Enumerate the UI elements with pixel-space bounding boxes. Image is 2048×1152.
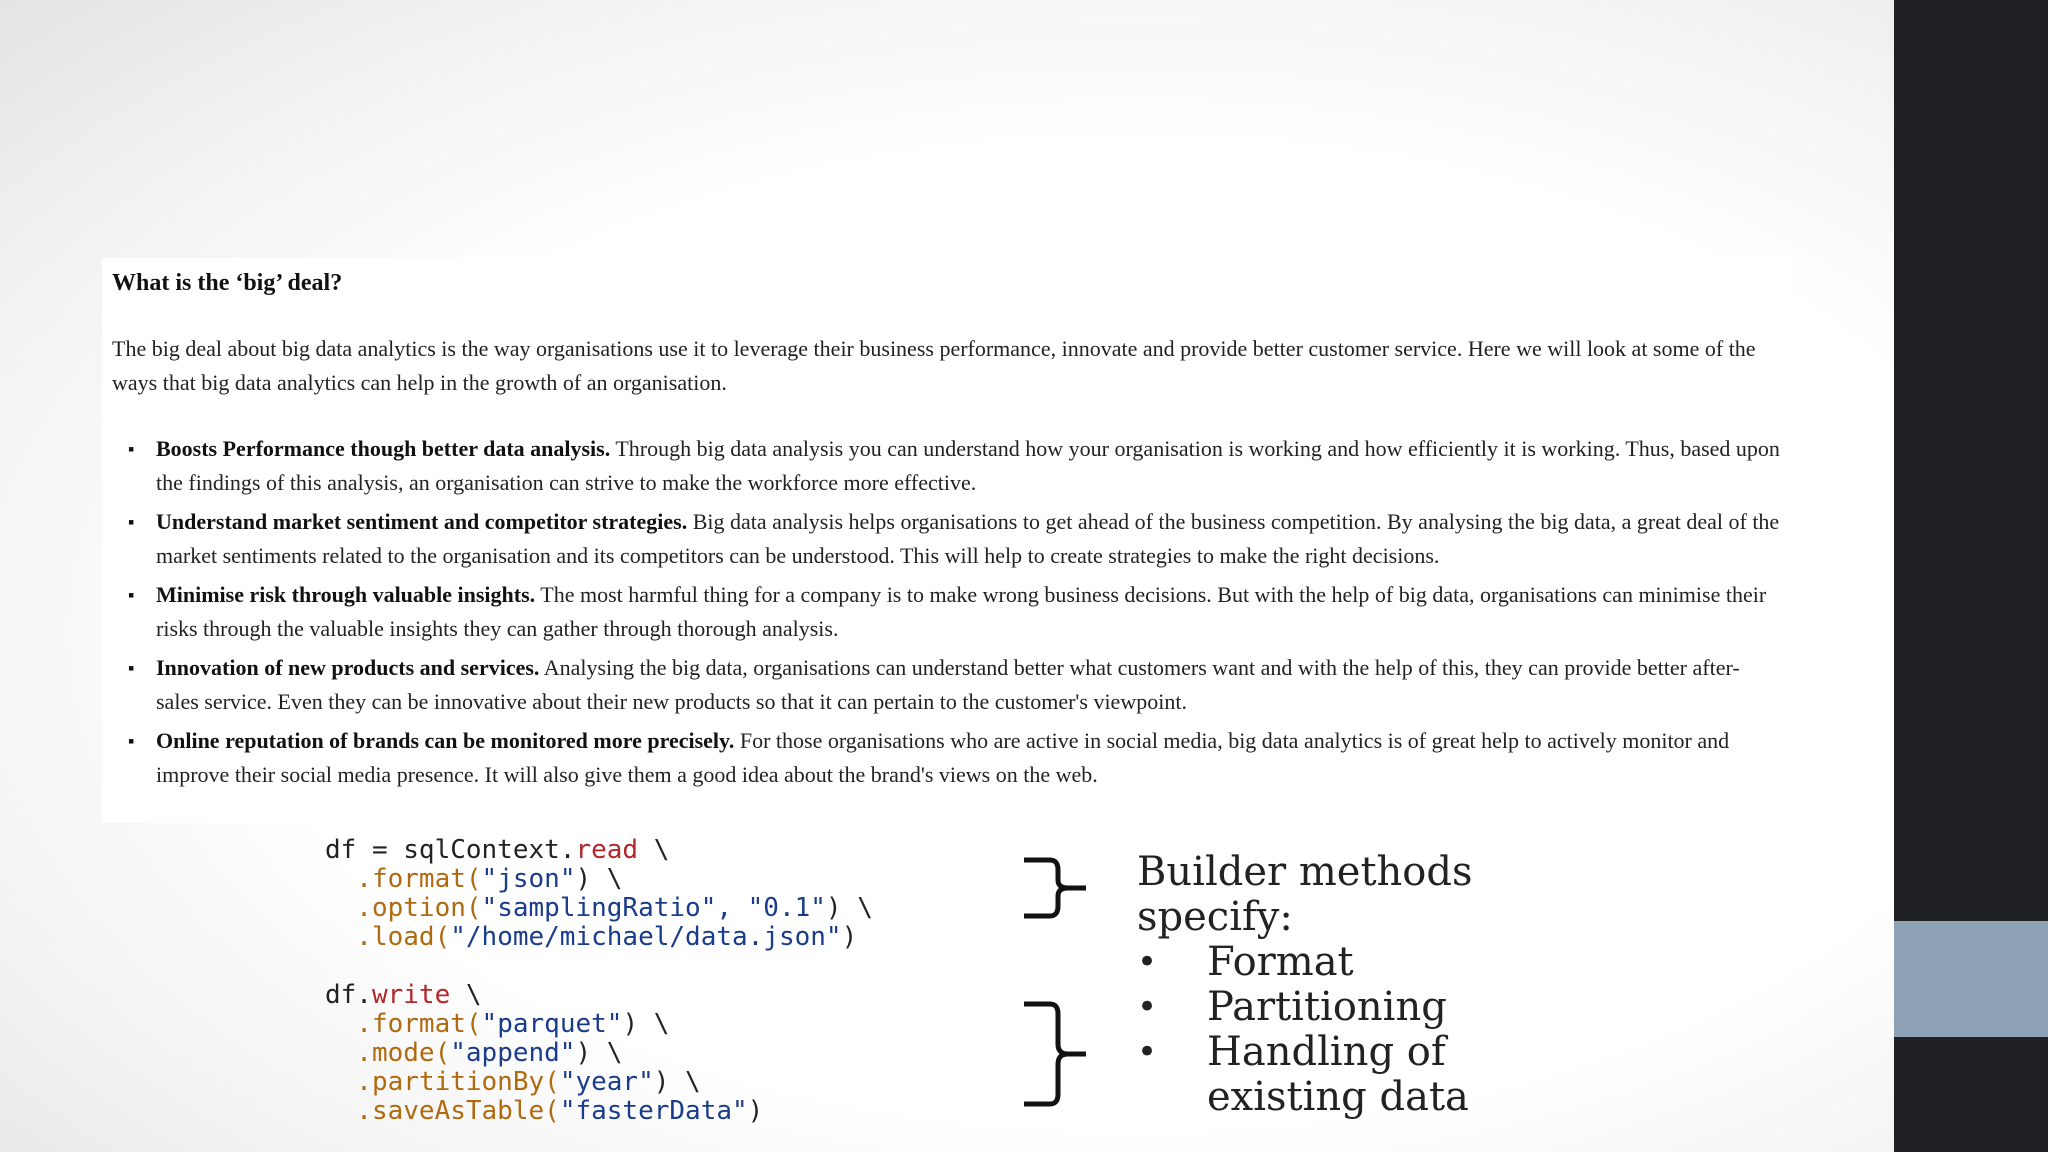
bullet-text: Big data analysis helps organisations to get ahead of the business competition. By analysing the big data, a great deal of the market sentiments related to the organisation and its competitors can be understood. This will help to create strategies to make the right decisions. — [156, 509, 1780, 568]
list-item: • Format — [1137, 939, 1354, 985]
bullet-lead: Minimise risk through valuable insights. — [156, 582, 536, 607]
bullet-lead: Online reputation of brands can be monitored more precisely. — [156, 728, 735, 753]
bullet-lead: Innovation of new products and services. — [156, 655, 540, 680]
builder-title-line: specify: — [1137, 894, 1293, 940]
bullet-lead: Boosts Performance though better data analysis. — [156, 436, 611, 461]
code-line: df.write \ — [325, 980, 482, 1010]
bullet-icon: ▪ — [128, 585, 135, 605]
bullet-icon: • — [1137, 942, 1158, 982]
list-item — [116, 432, 1780, 500]
bullet-icon: • — [1137, 987, 1158, 1027]
code-line: .partitionBy("year") \ — [325, 1067, 701, 1097]
code-line: df = sqlContext.read \ — [325, 835, 670, 865]
code-line: .mode("append") \ — [325, 1038, 623, 1068]
builder-list — [1137, 940, 1473, 1120]
right-accent-block — [1894, 921, 2048, 1037]
code-line: .format("parquet") \ — [325, 1009, 670, 1039]
bullet-text: Analysing the big data, organisations can understand better what customers want and with the help of this, they can provide better after-sales service. Even they can be innovative about their new products so that it can pertain to the customer's viewpoint. — [156, 655, 1740, 714]
list-item — [116, 505, 1780, 573]
list-item — [116, 724, 1780, 792]
code-line: .saveAsTable("fasterData") — [325, 1096, 764, 1126]
bullet-icon: ▪ — [128, 658, 135, 678]
brace-icon — [1020, 1000, 1090, 1108]
article-bullet-list — [116, 432, 1780, 797]
code-block — [325, 836, 873, 1126]
bullet-text: For those organisations who are active in social media, big data analytics is of great help to actively monitor and improve their social media presence. It will also give them a good idea about the brand's views on the web. — [156, 728, 1730, 787]
list-item — [116, 578, 1780, 646]
article-screenshot — [102, 258, 1792, 823]
code-line: .format("json") \ — [325, 864, 623, 894]
code-line: .load("/home/michael/data.json") — [325, 922, 858, 952]
bullet-text: Through big data analysis you can understand how your organisation is working and how efficiently it is working. Thus, based upon the findings of this analysis, an organisation can strive to make the workforce more effective. — [156, 436, 1780, 495]
builder-title-line: Builder methods — [1137, 849, 1473, 895]
list-item: existing data — [1207, 1074, 1469, 1120]
bullet-icon: ▪ — [128, 512, 135, 532]
bullet-icon: ▪ — [128, 731, 135, 751]
brace-icon — [1020, 856, 1090, 920]
article-intro: The big deal about big data analytics is the way organisations use it to leverage their business performance, innovate and provide better customer service. Here we will look at some of the ways that big data analytics can help in the growth of an organisation. — [112, 336, 1756, 395]
bullet-icon: ▪ — [128, 439, 135, 459]
article-title: What is the ‘big’ deal? — [112, 270, 343, 296]
list-item: • Partitioning — [1137, 984, 1447, 1030]
bullet-lead: Understand market sentiment and competitor strategies. — [156, 509, 688, 534]
code-line: .option("samplingRatio", "0.1") \ — [325, 893, 873, 923]
bullet-text: The most harmful thing for a company is to make wrong business decisions. But with the help of big data, organisations can minimise their risks through the valuable insights they can gather through thorough analysis. — [156, 582, 1767, 641]
list-item — [116, 651, 1780, 719]
list-item: • Handling of — [1137, 1029, 1446, 1075]
builder-methods-callout — [1137, 850, 1473, 1120]
bullet-icon: • — [1137, 1032, 1158, 1072]
